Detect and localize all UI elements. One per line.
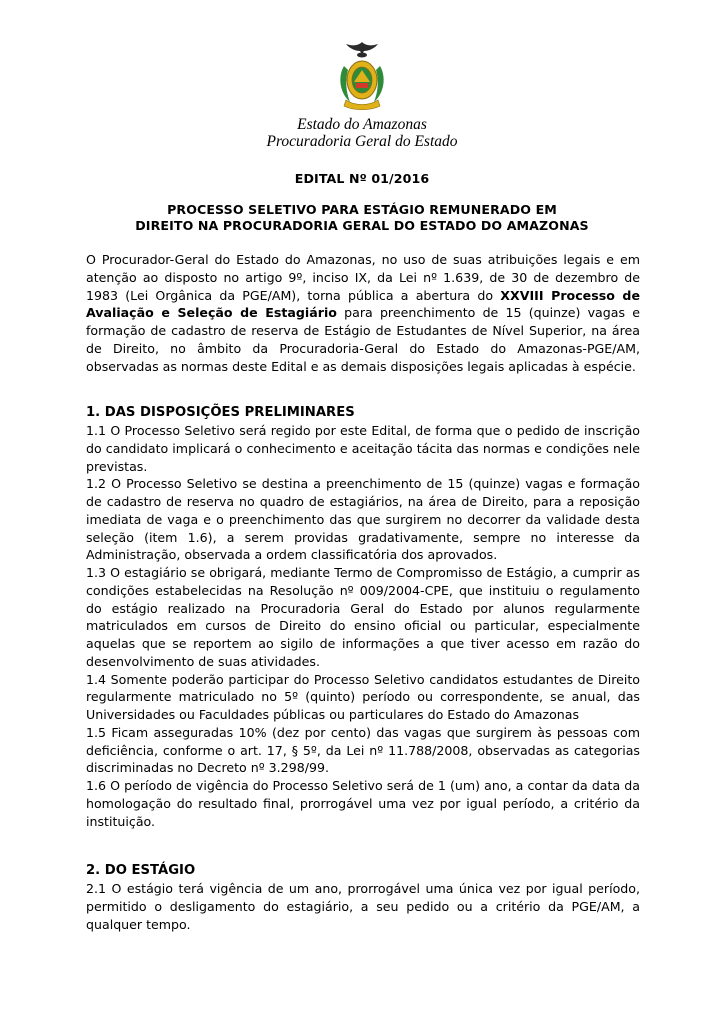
intro-text-end: para preenchimento de 15 (quinze) vagas e formação de cadastro de reserva de Estágio de Estudantes de Nível Superior, na área de Direito, no âmbito da Procuradoria-Geral do Estado do Amazonas-PGE/AM, observadas as normas deste Edital e as demais disposições legais aplicadas à espécie. bbox=[86, 305, 640, 374]
section-2 bbox=[86, 862, 640, 933]
item-1-3: 1.3 O estagiário se obrigará, mediante Termo de Compromisso de Estágio, a cumprir as condições estabelecidas na Resolução nº 009/2004-CPE, que instituiu o regulamento do estágio realizado na Procuradoria Geral do Estado por alunos regularmente matriculados em cursos de Direito do ensino oficial ou particular, especialmente aquelas que se reportem ao sigilo de informações a que tiver acesso em razão do desenvolvimento de suas atividades. bbox=[86, 565, 640, 669]
item-1-6: 1.6 O período de vigência do Processo Seletivo será de 1 (um) ano, a contar da data da homologação do resultado final, prorrogável uma vez por igual período, a critério da instituição. bbox=[86, 778, 640, 829]
item-1-4: 1.4 Somente poderão participar do Processo Seletivo candidatos estudantes de Direito regularmente matriculado no 5º (quinto) período ou correspondente, se anual, das Universidades ou Faculdades públicas ou particulares do Estado do Amazonas bbox=[86, 671, 640, 722]
section-2-title: 2. DO ESTÁGIO bbox=[86, 863, 196, 878]
subtitle-line-2: DIREITO NA PROCURADORIA GERAL DO ESTADO DO AMAZONAS bbox=[135, 218, 589, 233]
intro-paragraph bbox=[86, 251, 640, 375]
edital-title: EDITAL Nº 01/2016 bbox=[294, 171, 430, 186]
item-1-2: 1.2 O Processo Seletivo se destina a preenchimento de 15 (quinze) vagas e formação de cadastro de reserva no quadro de estagiários, na área de Direito, para a reposição imediata de vaga e o preenchimento das que surgirem no decorrer da validade desta seleção (item 1.6), a serem providas gradativamente, sempre no interesse da Administração, observada a ordem classificatória dos aprovados. bbox=[86, 476, 640, 563]
amazonas-state-coat-of-arms-icon bbox=[330, 40, 394, 114]
intro-text-start: O Procurador-Geral do Estado do Amazonas, no uso de suas atribuições legais e em atenção ao disposto no artigo 9º, inciso IX, da Lei nº 1.639, de 30 de dezembro de 1983 (Lei Orgânica da PGE/AM), torna pública a abertura do bbox=[86, 252, 640, 303]
state-name: Estado do Amazonas bbox=[297, 116, 427, 133]
intro-bold-text: XXVIII Processo de Avaliação e Seleção de Estagiário bbox=[86, 287, 640, 321]
item-2-1: 2.1 O estágio terá vigência de um ano, prorrogável uma única vez por igual período, permitido o desligamento do estagiário, a seu pedido ou a critério da PGE/AM, a qualquer tempo. bbox=[86, 881, 640, 932]
office-name: Procuradoria Geral do Estado bbox=[266, 133, 458, 150]
section-1-title: 1. DAS DISPOSIÇÕES PRELIMINARES bbox=[86, 405, 355, 420]
section-1 bbox=[86, 404, 640, 830]
subtitle-line-1: PROCESSO SELETIVO PARA ESTÁGIO REMUNERADO EM bbox=[167, 202, 557, 217]
item-1-1: 1.1 O Processo Seletivo será regido por este Edital, de forma que o pedido de inscrição do candidato implicará o conhecimento e aceitação tácita das normas e condições nele previstas. bbox=[86, 423, 640, 474]
item-1-5: 1.5 Ficam asseguradas 10% (dez por cento) das vagas que surgirem às pessoas com deficiência, conforme o art. 17, § 5º, da Lei nº 11.788/2008, observadas as categorias discriminadas no Decreto nº 3.298/99. bbox=[86, 724, 640, 776]
